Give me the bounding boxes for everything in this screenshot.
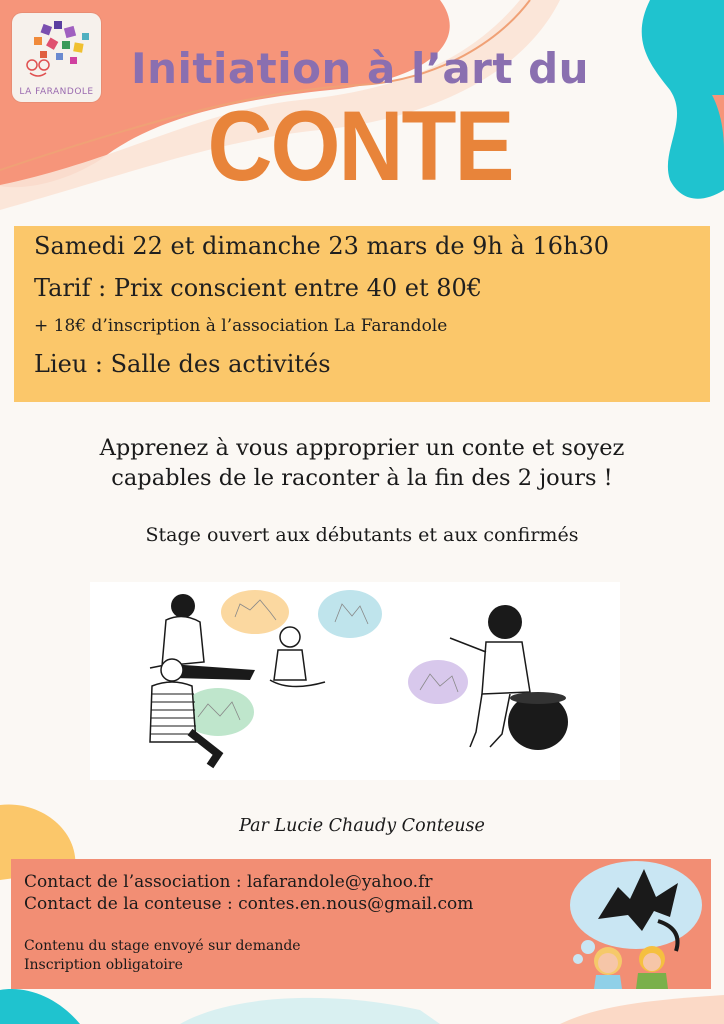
- audience-note: Stage ouvert aux débutants et aux confirmés: [145, 524, 579, 546]
- dragon-children-illustration-icon: [558, 859, 708, 989]
- storytelling-illustration: [90, 582, 620, 780]
- people-listening-illustration-icon: [90, 582, 620, 780]
- title-initiation: Initiation à l’art du: [130, 44, 590, 93]
- pitch-line-2: capables de le raconter à la fin des 2 jours !: [111, 465, 613, 491]
- logo-text: LA FARANDOLE: [19, 87, 94, 97]
- author-credit: Par Lucie Chaudy Conteuse: [239, 816, 485, 836]
- title-conte: CONTE: [207, 92, 513, 202]
- association-contact: Contact de l’association : lafarandole@yahoo.fr: [24, 872, 433, 892]
- pitch-line-1: Apprenez à vous approprier un conte et soyez: [99, 435, 625, 461]
- storyteller-contact: Contact de la conteuse : contes.en.nous@gmail.com: [24, 894, 474, 914]
- event-dates: Samedi 22 et dimanche 23 mars de 9h à 16h30: [34, 232, 609, 260]
- event-pitch: [20, 433, 704, 493]
- event-info-box: [14, 226, 710, 402]
- event-price: Tarif : Prix conscient entre 40 et 80€: [34, 274, 483, 302]
- content-note: Contenu du stage envoyé sur demande: [24, 938, 301, 954]
- event-membership-fee: + 18€ d’inscription à l’association La Farandole: [34, 316, 448, 336]
- registration-note: Inscription obligatoire: [24, 957, 183, 973]
- event-place: Lieu : Salle des activités: [34, 350, 331, 378]
- contact-box: [11, 859, 711, 989]
- association-logo: [12, 13, 101, 102]
